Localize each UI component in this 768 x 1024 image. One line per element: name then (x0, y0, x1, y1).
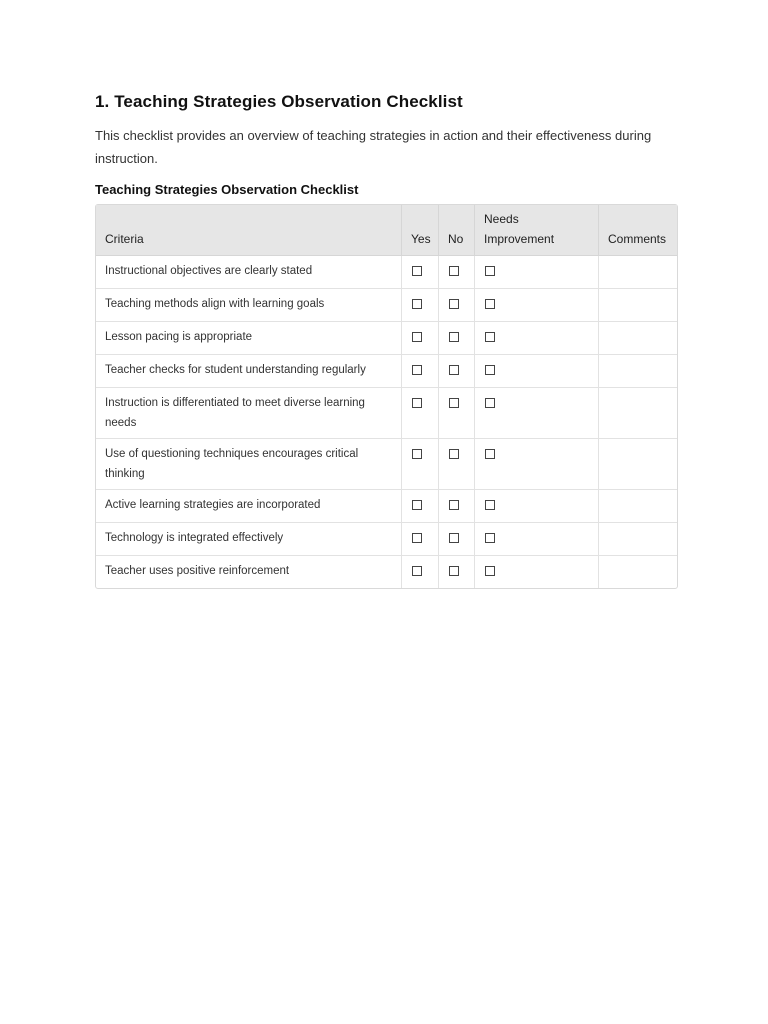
criteria-cell: Teacher uses positive reinforcement (96, 556, 402, 588)
criteria-cell: Teacher checks for student understanding regularly (96, 355, 402, 388)
yes-checkbox[interactable] (412, 398, 422, 408)
no-checkbox[interactable] (449, 266, 459, 276)
header-needs-improvement (475, 205, 599, 256)
no-cell (439, 355, 475, 388)
header-needs-line2: Improvement (484, 232, 555, 246)
comments-cell[interactable] (599, 322, 677, 355)
table-row (96, 490, 677, 523)
yes-cell (402, 256, 439, 289)
table-row (96, 322, 677, 355)
comments-cell[interactable] (599, 289, 677, 322)
needs-cell (475, 322, 599, 355)
criteria-cell: Instructional objectives are clearly stated (96, 256, 402, 289)
header-no: No (439, 205, 475, 256)
table-row (96, 556, 677, 588)
yes-checkbox[interactable] (412, 332, 422, 342)
header-criteria: Criteria (96, 205, 402, 256)
comments-cell[interactable] (599, 523, 677, 556)
needs-checkbox[interactable] (485, 566, 495, 576)
header-yes: Yes (402, 205, 439, 256)
criteria-cell: Active learning strategies are incorporated (96, 490, 402, 523)
table-row (96, 439, 677, 490)
checklist-table (95, 204, 678, 589)
yes-cell (402, 439, 439, 490)
no-checkbox[interactable] (449, 449, 459, 459)
yes-cell (402, 490, 439, 523)
yes-checkbox[interactable] (412, 365, 422, 375)
comments-cell[interactable] (599, 388, 677, 439)
criteria-cell: Lesson pacing is appropriate (96, 322, 402, 355)
needs-cell (475, 439, 599, 490)
comments-cell[interactable] (599, 556, 677, 588)
yes-checkbox[interactable] (412, 500, 422, 510)
table-header-row (96, 205, 677, 256)
criteria-cell: Technology is integrated effectively (96, 523, 402, 556)
needs-checkbox[interactable] (485, 365, 495, 375)
no-cell (439, 256, 475, 289)
no-checkbox[interactable] (449, 332, 459, 342)
yes-checkbox[interactable] (412, 566, 422, 576)
yes-cell (402, 322, 439, 355)
no-cell (439, 490, 475, 523)
comments-cell[interactable] (599, 256, 677, 289)
table-row (96, 388, 677, 439)
table-caption: Teaching Strategies Observation Checklist (95, 182, 359, 197)
document-intro: This checklist provides an overview of teaching strategies in action and their effectiveness during instruction. (95, 128, 652, 166)
yes-checkbox[interactable] (412, 449, 422, 459)
no-checkbox[interactable] (449, 365, 459, 375)
needs-cell (475, 490, 599, 523)
criteria-cell: Use of questioning techniques encourages critical thinking (96, 439, 402, 490)
no-cell (439, 556, 475, 588)
yes-cell (402, 289, 439, 322)
table-row (96, 355, 677, 388)
needs-cell (475, 355, 599, 388)
criteria-cell: Instruction is differentiated to meet diverse learning needs (96, 388, 402, 439)
no-cell (439, 523, 475, 556)
needs-checkbox[interactable] (485, 398, 495, 408)
needs-checkbox[interactable] (485, 332, 495, 342)
no-checkbox[interactable] (449, 533, 459, 543)
needs-checkbox[interactable] (485, 266, 495, 276)
comments-cell[interactable] (599, 439, 677, 490)
yes-checkbox[interactable] (412, 299, 422, 309)
criteria-cell: Teaching methods align with learning goals (96, 289, 402, 322)
header-needs-line1: Needs (484, 212, 519, 226)
no-cell (439, 289, 475, 322)
document-heading: 1. Teaching Strategies Observation Checklist (95, 92, 463, 111)
document-page (95, 92, 676, 589)
table-row (96, 256, 677, 289)
no-cell (439, 322, 475, 355)
needs-cell (475, 289, 599, 322)
yes-cell (402, 556, 439, 588)
header-comments: Comments (599, 205, 677, 256)
needs-cell (475, 388, 599, 439)
needs-checkbox[interactable] (485, 500, 495, 510)
yes-checkbox[interactable] (412, 533, 422, 543)
needs-checkbox[interactable] (485, 533, 495, 543)
no-checkbox[interactable] (449, 398, 459, 408)
needs-cell (475, 256, 599, 289)
table-row (96, 289, 677, 322)
needs-cell (475, 523, 599, 556)
no-cell (439, 388, 475, 439)
yes-cell (402, 523, 439, 556)
needs-checkbox[interactable] (485, 449, 495, 459)
no-cell (439, 439, 475, 490)
yes-cell (402, 355, 439, 388)
no-checkbox[interactable] (449, 566, 459, 576)
comments-cell[interactable] (599, 490, 677, 523)
yes-checkbox[interactable] (412, 266, 422, 276)
needs-checkbox[interactable] (485, 299, 495, 309)
needs-cell (475, 556, 599, 588)
no-checkbox[interactable] (449, 500, 459, 510)
table-body (96, 256, 677, 588)
no-checkbox[interactable] (449, 299, 459, 309)
yes-cell (402, 388, 439, 439)
table-row (96, 523, 677, 556)
comments-cell[interactable] (599, 355, 677, 388)
